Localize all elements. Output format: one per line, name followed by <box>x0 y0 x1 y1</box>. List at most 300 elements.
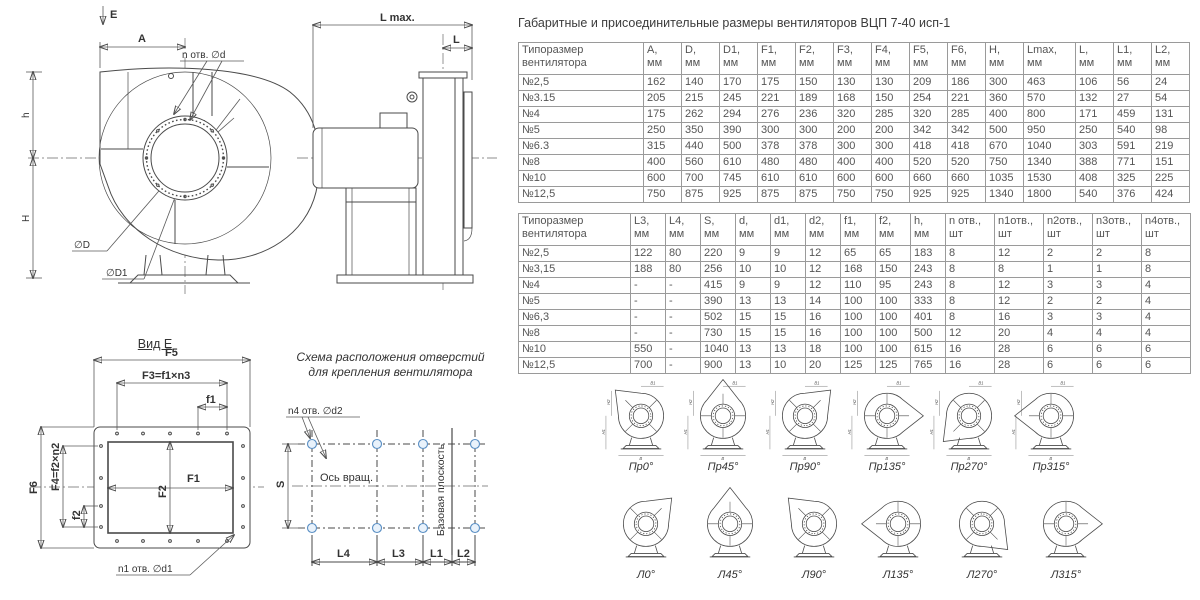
column-header: F6, мм <box>948 43 986 75</box>
fan-orientation-diagram <box>858 488 938 581</box>
mounting-dimensions-table <box>518 213 1191 374</box>
table-cell: 700 <box>682 171 720 187</box>
table-cell: 171 <box>1076 107 1114 123</box>
column-header: d2, мм <box>806 214 841 246</box>
hole-scheme-drawing <box>272 390 517 595</box>
table-cell: 100 <box>876 294 911 310</box>
table-cell: 13 <box>771 294 806 310</box>
table-cell: 250 <box>644 123 682 139</box>
table-cell: 463 <box>1024 75 1076 91</box>
fan-base <box>703 438 744 449</box>
table-cell: 300 <box>834 139 872 155</box>
column-header: d1, мм <box>771 214 806 246</box>
table-cell: 333 <box>911 294 946 310</box>
dim-H-label: H <box>21 214 32 222</box>
table-row <box>519 294 1191 310</box>
fan-orientation-diagram <box>847 380 927 473</box>
table-cell: 168 <box>834 91 872 107</box>
fan-orientation-label: Л270° <box>966 569 998 581</box>
fan-orientation-label: Л315° <box>1050 569 1082 581</box>
table-cell: 8 <box>995 262 1044 278</box>
table-row <box>519 358 1191 374</box>
fan-orientation-label: Пр0° <box>628 461 654 473</box>
table-cell: 15 <box>736 310 771 326</box>
table-cell: 4 <box>1044 326 1093 342</box>
table-cell: 418 <box>948 139 986 155</box>
dim-f6-label: F6 <box>28 481 40 494</box>
table-cell: 27 <box>1114 91 1152 107</box>
table-cell: 6 <box>1093 342 1142 358</box>
table-cell: 175 <box>758 75 796 91</box>
svg-text:Н1: Н1 <box>846 429 852 435</box>
table-cell: 520 <box>910 155 948 171</box>
table-cell: 162 <box>644 75 682 91</box>
table-cell: 54 <box>1152 91 1190 107</box>
table-cell: 125 <box>876 358 911 374</box>
fan-orientation-diagram <box>606 488 686 581</box>
column-header: d, мм <box>736 214 771 246</box>
table-cell: 243 <box>911 262 946 278</box>
table-cell: 388 <box>1076 155 1114 171</box>
table-cell: 186 <box>948 75 986 91</box>
table-cell: 4 <box>1142 326 1191 342</box>
fan-base <box>1031 438 1072 449</box>
table-cell: 183 <box>911 246 946 262</box>
table-cell: 100 <box>876 342 911 358</box>
table-cell: 750 <box>834 187 872 203</box>
overall-dimensions-table <box>518 42 1190 203</box>
table-cell: 1040 <box>1024 139 1076 155</box>
fan-orientation-label: Пр90° <box>789 461 821 473</box>
table-cell: 4 <box>1142 294 1191 310</box>
column-header: n1отв., шт <box>995 214 1044 246</box>
table-cell: 12 <box>806 246 841 262</box>
table-cell: 350 <box>682 123 720 139</box>
fan-orientation-diagram <box>601 380 681 473</box>
table-cell: 14 <box>806 294 841 310</box>
scheme-holes-callout: n4 отв. ∅d2 <box>288 406 343 417</box>
fan-orientation-label: Пр45° <box>707 461 739 473</box>
table-cell: 750 <box>644 187 682 203</box>
table-cell: 175 <box>644 107 682 123</box>
fan-base <box>626 546 667 557</box>
table-cell: 13 <box>771 342 806 358</box>
table-cell: 660 <box>948 171 986 187</box>
dim-a-label: A <box>138 33 146 45</box>
table-cell: 130 <box>834 75 872 91</box>
table-cell: 10 <box>771 262 806 278</box>
table-cell: 950 <box>1024 123 1076 139</box>
table-cell: 18 <box>806 342 841 358</box>
svg-text:Н1: Н1 <box>1010 429 1016 435</box>
table-cell: 131 <box>1152 107 1190 123</box>
table-cell: 342 <box>948 123 986 139</box>
svg-text:Н2: Н2 <box>605 399 611 405</box>
svg-text:Н2: Н2 <box>933 399 939 405</box>
column-header: L3, мм <box>631 214 666 246</box>
front-view-drawing <box>22 4 322 336</box>
table-cell: 10 <box>771 358 806 374</box>
dim-lmax-label: L max. <box>380 12 415 24</box>
dim-l-label: L <box>453 34 460 46</box>
dim-h-label: h <box>21 112 32 118</box>
table-cell: №4 <box>519 278 631 294</box>
table-cell: 500 <box>720 139 758 155</box>
view-e-drawing <box>22 348 272 593</box>
scheme-title-line1: Схема расположения отверстий <box>296 350 485 364</box>
row-header-column: Типоразмер вентилятора <box>519 43 644 75</box>
side-view-drawing <box>292 12 507 297</box>
table-cell: 12 <box>806 278 841 294</box>
table-cell: 610 <box>758 171 796 187</box>
table-cell: №10 <box>519 342 631 358</box>
table-cell: 16 <box>946 342 995 358</box>
table-cell: 401 <box>911 310 946 326</box>
table-cell: №8 <box>519 326 631 342</box>
svg-text:В1: В1 <box>896 380 902 386</box>
table-cell: 110 <box>841 278 876 294</box>
column-header: H, мм <box>986 43 1024 75</box>
table-cell: 15 <box>771 310 806 326</box>
table-cell: 303 <box>1076 139 1114 155</box>
fan-base <box>1046 546 1087 557</box>
svg-text:В: В <box>967 456 971 462</box>
table-cell: 500 <box>911 326 946 342</box>
table-cell: 28 <box>995 358 1044 374</box>
table-cell: 3 <box>1093 310 1142 326</box>
table-cell: 24 <box>1152 75 1190 91</box>
table-cell: 610 <box>796 171 834 187</box>
table-cell: №5 <box>519 294 631 310</box>
svg-text:Н1: Н1 <box>764 429 770 435</box>
table-cell: 151 <box>1152 155 1190 171</box>
table-cell: 9 <box>771 246 806 262</box>
table-cell: 1035 <box>986 171 1024 187</box>
fan-orientation-diagram <box>774 488 854 581</box>
table-cell: 285 <box>872 107 910 123</box>
dim-f1-label: f1 <box>206 394 216 406</box>
table-cell: 300 <box>872 139 910 155</box>
dim-l4-label: L4 <box>337 548 350 560</box>
table-cell: 12 <box>995 294 1044 310</box>
table-cell: 3 <box>1044 278 1093 294</box>
table-row <box>519 139 1190 155</box>
dim-F2-label: F2 <box>157 485 169 498</box>
fan-base <box>710 546 751 557</box>
table-cell: 600 <box>644 171 682 187</box>
table-cell: 600 <box>872 171 910 187</box>
table-cell: 12 <box>995 278 1044 294</box>
column-header: D1, мм <box>720 43 758 75</box>
table-cell: 170 <box>720 75 758 91</box>
row-header-column: Типоразмер вентилятора <box>519 214 631 246</box>
fan-base <box>621 438 662 449</box>
table-cell: 745 <box>720 171 758 187</box>
svg-text:В1: В1 <box>814 380 820 386</box>
column-header: h, мм <box>911 214 946 246</box>
page-title: Габаритные и присоединительные размеры вентиляторов ВЦП 7-40 исп-1 <box>518 16 951 30</box>
table-cell: №3,15 <box>519 262 631 278</box>
table-cell: 560 <box>682 155 720 171</box>
table-cell: 2 <box>1044 294 1093 310</box>
table-cell: 100 <box>841 310 876 326</box>
table-cell: 700 <box>631 358 666 374</box>
table-cell: 205 <box>644 91 682 107</box>
table-cell: 65 <box>876 246 911 262</box>
table-cell: - <box>666 294 701 310</box>
column-header: F3, мм <box>834 43 872 75</box>
table-cell: 13 <box>736 358 771 374</box>
table-cell: №12,5 <box>519 358 631 374</box>
table-cell: 80 <box>666 262 701 278</box>
table-cell: 10 <box>736 262 771 278</box>
fan-orientation-label: Л45° <box>717 569 743 581</box>
table-row <box>519 91 1190 107</box>
table-row <box>519 246 1191 262</box>
svg-text:Н2: Н2 <box>1015 399 1021 405</box>
table-cell: - <box>666 310 701 326</box>
table-cell: 262 <box>682 107 720 123</box>
svg-text:Н1: Н1 <box>600 429 606 435</box>
table-cell: 221 <box>758 91 796 107</box>
table-cell: 390 <box>701 294 736 310</box>
table-cell: №10 <box>519 171 644 187</box>
table-cell: 200 <box>872 123 910 139</box>
table-cell: 150 <box>876 262 911 278</box>
table-cell: - <box>666 358 701 374</box>
svg-text:В: В <box>885 456 889 462</box>
svg-text:Н2: Н2 <box>687 399 693 405</box>
table-cell: 660 <box>910 171 948 187</box>
table-cell: №6,3 <box>519 310 631 326</box>
table-cell: 12 <box>806 262 841 278</box>
table-cell: 300 <box>796 123 834 139</box>
table-cell: 8 <box>1142 262 1191 278</box>
column-header: F1, мм <box>758 43 796 75</box>
table-cell: 875 <box>796 187 834 203</box>
table-cell: 100 <box>876 326 911 342</box>
column-header: A, мм <box>644 43 682 75</box>
table-cell: 500 <box>986 123 1024 139</box>
table-cell: 424 <box>1152 187 1190 203</box>
dim-l2-label: L2 <box>457 548 470 560</box>
column-header: f2, мм <box>876 214 911 246</box>
column-header: L, мм <box>1076 43 1114 75</box>
table-row <box>519 342 1191 358</box>
rotation-axis-label: Ось вращ. <box>320 472 374 484</box>
table-cell: 150 <box>872 91 910 107</box>
table-cell: №2,5 <box>519 246 631 262</box>
table-cell: 4 <box>1093 326 1142 342</box>
column-header: n отв., шт <box>946 214 995 246</box>
table-cell: 376 <box>1114 187 1152 203</box>
table-cell: 8 <box>946 278 995 294</box>
table-cell: 400 <box>986 107 1024 123</box>
fan-base <box>785 438 826 449</box>
table-cell: 540 <box>1076 187 1114 203</box>
table-cell: 540 <box>1114 123 1152 139</box>
table-cell: - <box>631 278 666 294</box>
base-plane-label: Базовая плоскость <box>435 443 447 537</box>
table-cell: 56 <box>1114 75 1152 91</box>
table-cell: 2 <box>1093 246 1142 262</box>
table-cell: 12 <box>946 326 995 342</box>
table-cell: 294 <box>720 107 758 123</box>
fan-orientation-diagram <box>690 488 770 581</box>
table-cell: №2,5 <box>519 75 644 91</box>
table-cell: 800 <box>1024 107 1076 123</box>
svg-text:В1: В1 <box>978 380 984 386</box>
fan-orientation-diagram <box>683 380 763 473</box>
table-cell: №8 <box>519 155 644 171</box>
table-cell: №5 <box>519 123 644 139</box>
dim-F1-label: F1 <box>187 473 200 485</box>
table-cell: 400 <box>644 155 682 171</box>
table-cell: 502 <box>701 310 736 326</box>
table-cell: 28 <box>995 342 1044 358</box>
table-cell: 610 <box>720 155 758 171</box>
column-header: L1, мм <box>1114 43 1152 75</box>
table-row <box>519 326 1191 342</box>
table-cell: 15 <box>736 326 771 342</box>
column-header: F2, мм <box>796 43 834 75</box>
table-cell: 1 <box>1093 262 1142 278</box>
table-cell: 415 <box>701 278 736 294</box>
table-cell: - <box>666 342 701 358</box>
table-row <box>519 310 1191 326</box>
table-cell: - <box>666 278 701 294</box>
table-cell: 12 <box>995 246 1044 262</box>
svg-text:Н2: Н2 <box>851 399 857 405</box>
table-cell: 378 <box>758 139 796 155</box>
table-cell: 1800 <box>1024 187 1076 203</box>
column-header: D, мм <box>682 43 720 75</box>
table-cell: №12,5 <box>519 187 644 203</box>
table-cell: №6.3 <box>519 139 644 155</box>
table-cell: 125 <box>841 358 876 374</box>
table-cell: 320 <box>834 107 872 123</box>
table-cell: 6 <box>1093 358 1142 374</box>
table-cell: 440 <box>682 139 720 155</box>
table-cell: 591 <box>1114 139 1152 155</box>
right-rotation-fan-row <box>601 380 1091 473</box>
table-cell: 600 <box>834 171 872 187</box>
table-cell: 16 <box>806 310 841 326</box>
dim-f4-label: F4=f2×n2 <box>50 442 62 491</box>
table-cell: 122 <box>631 246 666 262</box>
table-cell: 4 <box>1142 278 1191 294</box>
fan-orientation-diagram <box>942 488 1022 581</box>
table-cell: 1530 <box>1024 171 1076 187</box>
table-cell: 106 <box>1076 75 1114 91</box>
table-cell: 480 <box>758 155 796 171</box>
table-cell: 3 <box>1093 278 1142 294</box>
svg-text:Н1: Н1 <box>682 429 688 435</box>
table-cell: 236 <box>796 107 834 123</box>
table-cell: 360 <box>986 91 1024 107</box>
view-e-arrow-label: E <box>110 9 118 21</box>
fan-orientation-label: Пр315° <box>1032 461 1070 473</box>
svg-text:В: В <box>1049 456 1053 462</box>
table-cell: 16 <box>946 358 995 374</box>
table-cell: 390 <box>720 123 758 139</box>
table-cell: 8 <box>946 246 995 262</box>
table-cell: 400 <box>834 155 872 171</box>
table-cell: 140 <box>682 75 720 91</box>
table-cell: 342 <box>910 123 948 139</box>
column-header: n3отв., шт <box>1093 214 1142 246</box>
svg-text:В1: В1 <box>732 380 738 386</box>
table-cell: 925 <box>910 187 948 203</box>
table-cell: 6 <box>1044 358 1093 374</box>
table-row <box>519 123 1190 139</box>
table-cell: №3.15 <box>519 91 644 107</box>
table-cell: 400 <box>872 155 910 171</box>
table-cell: 325 <box>1114 171 1152 187</box>
left-rotation-fan-row <box>606 488 1106 581</box>
table-cell: 1 <box>1044 262 1093 278</box>
table-cell: 100 <box>841 326 876 342</box>
fan-orientation-diagram <box>1026 488 1106 581</box>
table-cell: - <box>666 326 701 342</box>
dim-l1-label: L1 <box>430 548 443 560</box>
column-header: F5, мм <box>910 43 948 75</box>
table-cell: 80 <box>666 246 701 262</box>
fan-orientation-label: Л0° <box>636 569 656 581</box>
table-cell: 9 <box>736 278 771 294</box>
table-cell: 100 <box>876 310 911 326</box>
svg-text:В1: В1 <box>650 380 656 386</box>
table-row <box>519 171 1190 187</box>
dim-dD-label: ∅D <box>74 240 90 251</box>
holes-callout-label: n отв. ∅d <box>182 50 226 61</box>
table-cell: 243 <box>911 278 946 294</box>
table-cell: 209 <box>910 75 948 91</box>
table-cell: 1340 <box>1024 155 1076 171</box>
dim-s-label: S <box>275 480 287 488</box>
table-cell: 6 <box>1142 358 1191 374</box>
table-cell: 520 <box>948 155 986 171</box>
table-cell: 875 <box>682 187 720 203</box>
table-cell: 9 <box>736 246 771 262</box>
table-cell: 250 <box>1076 123 1114 139</box>
table-cell: 13 <box>736 342 771 358</box>
table-cell: 65 <box>841 246 876 262</box>
column-header: S, мм <box>701 214 736 246</box>
fan-orientation-diagram <box>765 380 845 473</box>
table-row <box>519 187 1190 203</box>
table-row <box>519 155 1190 171</box>
table-cell: 300 <box>986 75 1024 91</box>
table-cell: 98 <box>1152 123 1190 139</box>
svg-text:В: В <box>721 456 725 462</box>
table-cell: 1340 <box>986 187 1024 203</box>
table-cell: 900 <box>701 358 736 374</box>
table-cell: 225 <box>1152 171 1190 187</box>
table-cell: 220 <box>701 246 736 262</box>
table-cell: - <box>631 310 666 326</box>
table-cell: 20 <box>806 358 841 374</box>
table-cell: 750 <box>872 187 910 203</box>
fan-base <box>878 546 919 557</box>
table-cell: 670 <box>986 139 1024 155</box>
table-cell: 168 <box>841 262 876 278</box>
fan-orientation-diagram <box>929 380 1009 473</box>
table-cell: 925 <box>948 187 986 203</box>
table-cell: 8 <box>946 310 995 326</box>
table-cell: 285 <box>948 107 986 123</box>
table-cell: 300 <box>758 123 796 139</box>
